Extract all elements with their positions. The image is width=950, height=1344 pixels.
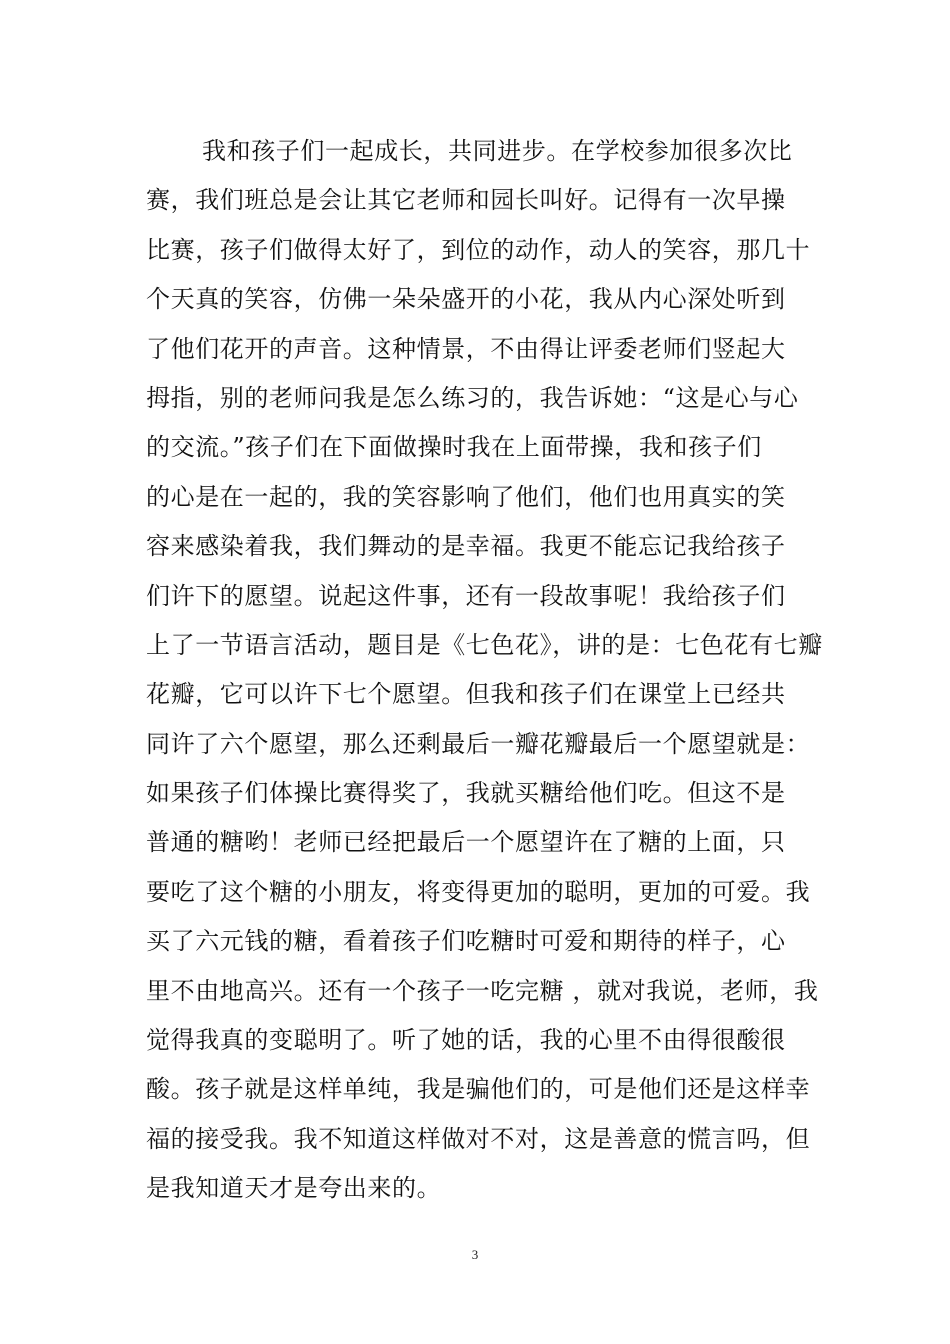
paragraph-line: 上了一节语言活动，题目是《七色花》，讲的是：七色花有七瓣 [146, 630, 823, 659]
paragraph-line: 是我知道天才是夸出来的。 [146, 1174, 442, 1203]
paragraph-line: 们许下的愿望。说起这件事，还有一段故事呢！我给孩子们 [146, 581, 786, 610]
paragraph-line: 个天真的笑容，仿佛一朵朵盛开的小花，我从内心深处听到 [146, 285, 786, 314]
body-paragraph [146, 127, 823, 1214]
paragraph-line: 我和孩子们一起成长，共同进步。在学校参加很多次比 [202, 137, 793, 165]
paragraph-line: 的交流。”孩子们在下面做操时我在上面带操，我和孩子们 [146, 433, 762, 462]
paragraph-line: 里不由地高兴。还有一个孩子一吃完糖 ，就对我说，老师，我 [146, 976, 819, 1005]
paragraph-line: 的心是在一起的，我的笑容影响了他们，他们也用真实的笑 [146, 482, 786, 511]
paragraph-line: 同许了六个愿望，那么还剩最后一瓣花瓣最后一个愿望就是： [146, 729, 811, 758]
paragraph-line: 比赛，孩子们做得太好了，到位的动作，动人的笑容，那几十 [146, 235, 811, 264]
paragraph-line: 酸。孩子就是这样单纯，我是骗他们的，可是他们还是这样幸 [146, 1075, 811, 1104]
paragraph-line: 如果孩子们体操比赛得奖了，我就买糖给他们吃。但这不是 [146, 779, 786, 808]
page-number: 3 [471, 1247, 479, 1262]
paragraph-line: 普通的糖哟！老师已经把最后一个愿望许在了糖的上面，只 [146, 828, 786, 857]
paragraph-line: 买了六元钱的糖，看着孩子们吃糖时可爱和期待的样子，心 [146, 927, 786, 956]
paragraph-line: 花瓣，它可以许下七个愿望。但我和孩子们在课堂上已经共 [146, 680, 786, 709]
paragraph-line: 拇指，别的老师问我是怎么练习的，我告诉她：“这是心与心 [146, 383, 799, 412]
paragraph-line: 赛，我们班总是会让其它老师和园长叫好。记得有一次早操 [146, 186, 786, 215]
paragraph-line: 要吃了这个糖的小朋友，将变得更加的聪明，更加的可爱。我 [146, 877, 811, 906]
paragraph-line: 福的接受我。我不知道这样做对不对，这是善意的慌言吗，但 [146, 1124, 811, 1153]
paragraph-line: 了他们花开的声音。这种情景，不由得让评委老师们竖起大 [146, 334, 786, 363]
paragraph-line: 觉得我真的变聪明了。听了她的话，我的心里不由得很酸很 [146, 1026, 786, 1055]
paragraph-line: 容来感染着我，我们舞动的是幸福。我更不能忘记我给孩子 [146, 532, 786, 561]
